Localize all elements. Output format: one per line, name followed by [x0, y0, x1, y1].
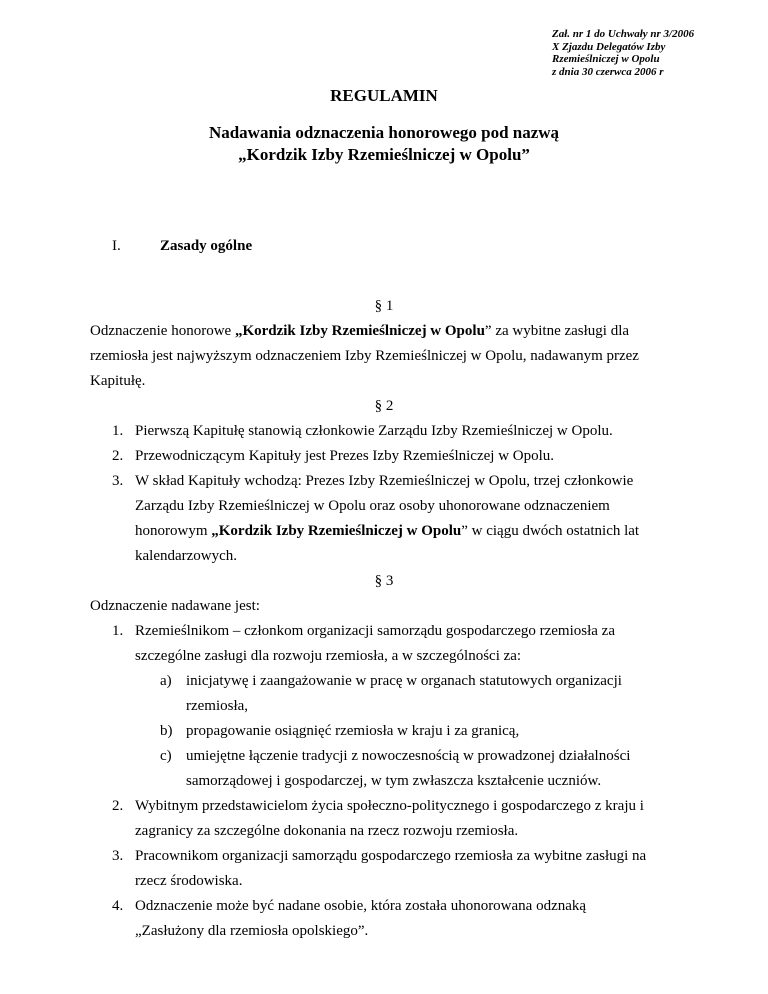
- list-item: W skład Kapituły wchodzą: Prezes Izby Rzemieślniczej w Opolu, trzej członkowie: [135, 473, 634, 489]
- section-number: I.: [112, 238, 121, 254]
- p1-bold-name: „Kordzik Izby Rzemieślniczej w Opolu: [234, 323, 485, 339]
- document-subtitle: [0, 122, 768, 166]
- p2-text: honorowym: [135, 523, 212, 539]
- list-number: 3.: [112, 473, 124, 489]
- list-item: Odznaczenie może być nadane osobie, która została uhonorowana odznaką: [135, 898, 587, 914]
- p2-text: ” w ciągu dwóch ostatnich lat: [461, 523, 640, 539]
- subtitle-line: „Kordzik Izby Rzemieślniczej w Opolu”: [238, 145, 530, 164]
- sublist-item-continued: samorządowej i gospodarczej, w tym zwłaszcza kształcenie uczniów.: [186, 773, 602, 789]
- p1-line: Kapitułę.: [90, 373, 146, 389]
- paragraph-heading-1: § 1: [374, 298, 394, 314]
- list-item-continued: rzecz środowiska.: [135, 873, 243, 889]
- list-item-continued: „Zasłużony dla rzemiosła opolskiego”.: [135, 923, 369, 939]
- document-title: REGULAMIN: [330, 86, 438, 105]
- list-item-continued: Zarządu Izby Rzemieślniczej w Opolu oraz osoby uhonorowane odznaczeniem: [135, 498, 610, 514]
- subtitle-line: Nadawania odznaczenia honorowego pod nazwą: [208, 123, 560, 142]
- list-number: 4.: [112, 898, 124, 914]
- p2-bold-name: „Kordzik Izby Rzemieślniczej w Opolu: [211, 523, 462, 539]
- sublist-label: a): [160, 673, 172, 689]
- list-item-continued: zagranicy za szczególne dokonania na rzecz rozwoju rzemiosła.: [135, 823, 519, 839]
- sublist-label: c): [160, 748, 172, 764]
- list-item: Wybitnym przedstawicielom życia społeczno-politycznego i gospodarczego z kraju i: [135, 798, 644, 814]
- p1-line: rzemiosła jest najwyższym odznaczeniem Izby Rzemieślniczej w Opolu, nadawanym przez: [90, 348, 639, 364]
- list-number: 2.: [112, 798, 124, 814]
- list-item: Przewodniczącym Kapituły jest Prezes Izby Rzemieślniczej w Opolu.: [135, 448, 555, 464]
- list-item-continued: szczególne zasługi dla rozwoju rzemiosła, a w szczególności za:: [135, 648, 522, 664]
- p3-intro: Odznaczenie nadawane jest:: [90, 598, 260, 614]
- sublist-item: inicjatywę i zaangażowanie w pracę w organach statutowych organizacji: [186, 673, 622, 689]
- p1-line: [90, 323, 629, 340]
- p1-text: ” za wybitne zasługi dla: [484, 323, 630, 339]
- paragraph-heading-2: § 2: [374, 398, 394, 414]
- attachment-line: Zał. nr 1 do Uchwały nr 3/2006: [552, 28, 695, 40]
- attachment-line: z dnia 30 czerwca 2006 r: [552, 65, 664, 78]
- sublist-label: b): [160, 723, 173, 739]
- sublist-item-continued: rzemiosła,: [186, 698, 249, 714]
- list-item: Pracownikom organizacji samorządu gospodarczego rzemiosła za wybitne zasługi na: [135, 848, 647, 864]
- list-item-continued: [135, 523, 639, 540]
- list-item: Rzemieślnikom – członkom organizacji samorządu gospodarczego rzemiosła za: [135, 623, 615, 639]
- paragraph-heading-3: § 3: [374, 573, 394, 589]
- sublist-item: propagowanie osiągnięć rzemiosła w kraju i za granicą,: [186, 723, 520, 739]
- list-number: 3.: [112, 848, 124, 864]
- attachment-line: X Zjazdu Delegatów Izby: [552, 40, 666, 53]
- list-number: 2.: [112, 448, 124, 464]
- sublist-item: umiejętne łączenie tradycji z nowoczesnością w prowadzonej działalności: [186, 748, 631, 764]
- section-title: Zasady ogólne: [160, 238, 253, 254]
- attachment-note: [552, 28, 752, 78]
- list-number: 1.: [112, 423, 124, 439]
- p1-text: Odznaczenie honorowe: [90, 323, 235, 339]
- attachment-line: Rzemieślniczej w Opolu: [552, 53, 660, 65]
- list-item-continued: kalendarzowych.: [135, 548, 238, 564]
- list-item: Pierwszą Kapitułę stanowią członkowie Zarządu Izby Rzemieślniczej w Opolu.: [135, 423, 613, 439]
- list-number: 1.: [112, 623, 124, 639]
